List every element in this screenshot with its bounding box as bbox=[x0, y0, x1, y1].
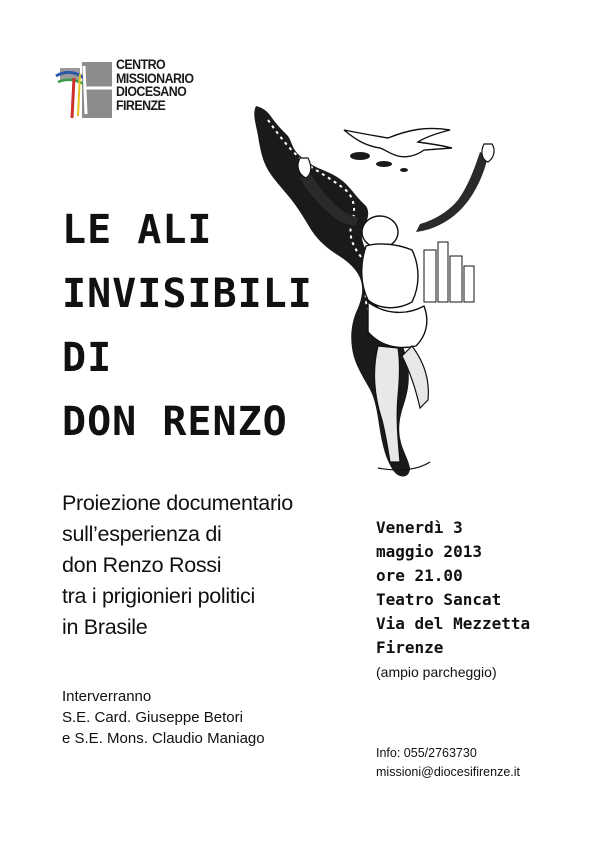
description-line: in Brasile bbox=[62, 615, 148, 639]
description-line: tra i prigionieri politici bbox=[62, 584, 255, 608]
title-line: LE ALI bbox=[62, 207, 213, 253]
event-parking: (ampio parcheggio) bbox=[376, 664, 497, 680]
event-venue: Teatro Sancat bbox=[376, 590, 502, 609]
event-street: Via del Mezzetta bbox=[376, 614, 531, 633]
logo-line: CENTRO bbox=[116, 57, 166, 72]
contact-info bbox=[376, 744, 576, 782]
speaker-name: e S.E. Mons. Claudio Maniago bbox=[62, 730, 265, 747]
organization-logo bbox=[54, 58, 224, 124]
logo-line: DIOCESANO bbox=[116, 84, 187, 99]
title-line: DON RENZO bbox=[62, 399, 288, 445]
title-line: DI bbox=[62, 335, 113, 381]
logo-line: FIRENZE bbox=[116, 97, 166, 113]
description-line: Proiezione documentario bbox=[62, 491, 293, 515]
logo-mark-icon bbox=[54, 58, 114, 120]
event-day: Venerdì 3 bbox=[376, 518, 463, 537]
contact-phone: Info: 055/2763730 bbox=[376, 746, 477, 760]
speakers-section bbox=[62, 686, 362, 749]
title-line: INVISIBILI bbox=[62, 271, 313, 317]
description-line: don Renzo Rossi bbox=[62, 553, 222, 577]
event-city: Firenze bbox=[376, 638, 444, 657]
event-date: maggio 2013 bbox=[376, 542, 482, 561]
event-description bbox=[62, 488, 362, 643]
event-details bbox=[376, 516, 576, 684]
logo-line: MISSIONARIO bbox=[116, 70, 194, 86]
speaker-name: S.E. Card. Giuseppe Betori bbox=[62, 709, 243, 726]
logo-text bbox=[116, 58, 193, 112]
event-title bbox=[62, 198, 362, 454]
speakers-intro: Interverranno bbox=[62, 688, 152, 705]
contact-email[interactable]: missioni@diocesifirenze.it bbox=[376, 765, 520, 779]
event-time: ore 21.00 bbox=[376, 566, 463, 585]
description-line: sull’esperienza di bbox=[62, 522, 222, 546]
